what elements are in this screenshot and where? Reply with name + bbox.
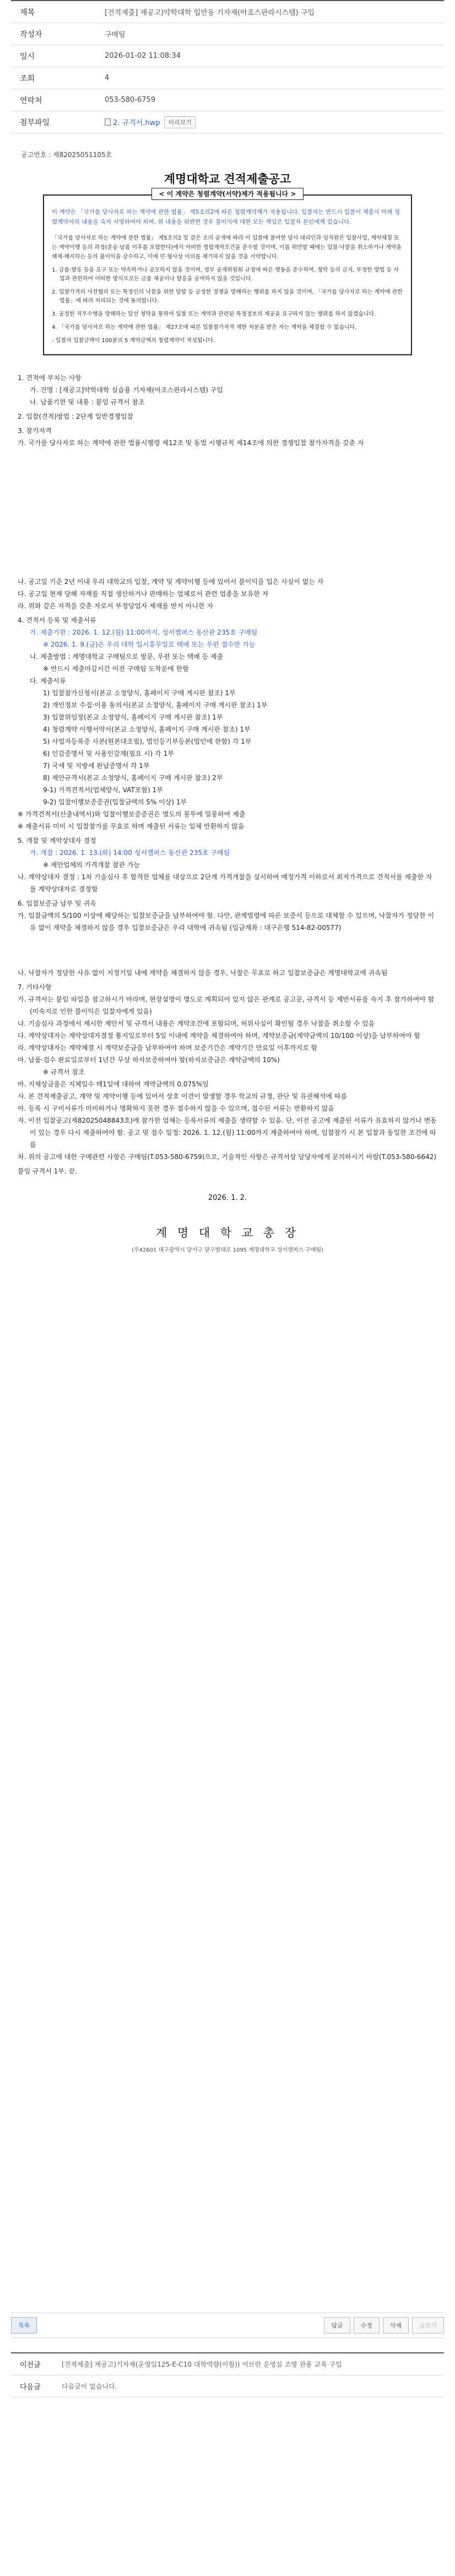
notice-line: 1) 입찰참가신청서(본교 소정양식, 홈페이지 구매 게시판 참조) 1부 xyxy=(43,689,236,697)
integrity-note: - 입찰자 입찰금액이 100분의 5 계약금액의 청렴계약이 작성됩니다. xyxy=(52,338,215,344)
notice-line: 사. 본 견적제출공고, 계약 및 계약이행 등에 있어서 상호 이견이 발생할 경우 학교의 규정, 판단 및 유권해석에 따름 xyxy=(18,1092,347,1100)
notice-signer: 계 명 대 학 교 총 장 xyxy=(155,1226,300,1240)
meta-row-views xyxy=(11,67,444,89)
notice-line: 4) 청렴계약 이행서약서(본교 소정양식, 홈페이지 구매 게시판 참조) 1부 xyxy=(43,726,251,733)
notice-line: 1. 견적에 부치는 사항 xyxy=(18,374,82,382)
notice-line: ※ 반드시 제출마감시간 이전 구매팀 도착분에 한함 xyxy=(43,665,189,673)
preview-button[interactable]: 미리보기 xyxy=(164,116,196,128)
notice-line: 9-2) 입찰이행보증증권(입찰금액의 5% 이상) 1부 xyxy=(43,798,187,806)
notice-line: 가. 개찰 : 2026. 1. 13.(화) 14:00 성서캠퍼스 동산관 235호 구매팀 xyxy=(30,849,230,857)
prev-post-title[interactable]: [견적제출] 재공고)기자재(운영일125-E-C10 대학역량(이월)) 이브란 운영실 조명 관용 교육 구입 xyxy=(62,2361,342,2368)
notice-line: 붙임 규격서 1부. 끝. xyxy=(18,1167,77,1175)
notice-line: 6. 입찰보증금 납부 및 귀속 xyxy=(18,900,96,907)
notice-document xyxy=(18,170,437,1253)
notice-line: 가. 국가를 당사자로 하는 계약에 관한 법률시행령 제12조 및 동법 시행규칙 제14조에 의한 경쟁입찰 참가자격을 갖춘 자 xyxy=(18,439,364,447)
meta-row-file xyxy=(11,111,444,133)
views-label: 조회 xyxy=(20,74,35,83)
spacer xyxy=(18,934,437,967)
integrity-item-list xyxy=(52,266,403,332)
action-buttons xyxy=(324,2317,444,2334)
edit-button[interactable]: 수정 xyxy=(354,2317,380,2334)
notice-line: 나. 계약상대자 결정 : 1차 기술심사 후 합격한 업체를 대상으로 2단계 가격개찰을 실시하여 예정가격 이하로서 최저가격으로 견적서를 제출한 자를 계약상대자로 결정함 xyxy=(18,873,432,893)
integrity-item: 1. 금품·향응 등을 요구 또는 약속하거나 공모하지 않을 것이며, 정부 공개위원회 규정에 따른 행동을 준수하며, 청탁 등의 금지, 부정한 방법 등 사업과 관련하여 어떠한 방식으로든 금품 제공이나 향응을 공여하지 않을 것입니다. xyxy=(52,267,399,282)
notice-body xyxy=(18,372,437,1177)
notice-line: ※ 규격서 참조 xyxy=(43,1068,85,1076)
notice-address: (우42601 대구광역시 달서구 달구벌대로 1095 계명대학교 성서캠퍼스 구매팀) xyxy=(131,1247,324,1253)
notice-line: ※ 제출서류 미비 시 입찰참가를 무효로 하며 제출된 서류는 일체 반환하지 않음 xyxy=(18,822,245,830)
notice-line: 2. 입찰(견적)방법 : 2단계 일반경쟁입찰 xyxy=(18,413,134,420)
notice-line: 5. 개찰 및 계약상대자 결정 xyxy=(18,837,96,845)
notice-line: 다. 공고일 현재 당해 자재를 직접 생산하거나 판매하는 업체로서 관련 업종을 보유한 자 xyxy=(18,590,269,598)
date-label: 일시 xyxy=(20,52,35,61)
notice-line: 바. 지체상금율은 지체일수 매1일에 대하여 계약금액의 0.075%임 xyxy=(18,1080,209,1088)
contact-value: 053-580-6759 xyxy=(105,96,156,104)
file-value xyxy=(94,116,444,128)
notice-line: 가. 규격서는 붙임 파일을 참고하시기 바라며, 현장설명이 별도로 계획되어 있지 않은 관계로 공고문, 규격서 등 제반서류를 숙지 후 참가하여야 함(미숙지로 인한 불이익은 입찰자에게 있음) xyxy=(18,995,435,1015)
post-navigation xyxy=(11,2352,444,2398)
notice-line: 차. 위의 공고에 대한 구매관련 사항은 구매팀(T.053-580-6759)으로, 기술적인 사항은 규격서상 담당자에게 문의하시기 바람(T.053-580-6642) xyxy=(18,1153,437,1161)
delete-button[interactable]: 삭제 xyxy=(383,2317,409,2334)
notice-line: 다. 계약상대자는 계약상대자결정 통지일로부터 5일 이내에 계약을 체결하여야 하며, 계약보증금(계약금액의 10/100 이상)을 납부하여야 함 xyxy=(18,1032,420,1040)
date-value: 2026-01-02 11:08:34 xyxy=(105,52,181,60)
meta-row-subject xyxy=(11,1,444,23)
reply-button[interactable]: 답글 xyxy=(324,2317,350,2334)
notice-line: 4. 견적서 등록 및 제출서류 xyxy=(18,616,96,624)
integrity-lead-text: 이 계약은 「국가를 당사자로 하는 계약에 관한 법률」 제5조의2에 따른 청렴계약제가 적용됩니다. 입찰자는 반드시 입찰서 제출시 아래 청렴계약서의 내용을 숙지 서명하여야 하며, 위 내용을 위반한 경우 불이익에 대한 모든 책임은 입찰자 본인에게 있습니다. xyxy=(52,209,400,225)
notice-line: 나. 기술심사 과정에서 제시한 제안서 및 규격서 내용은 계약조건에 포함되며, 허위사실이 확인될 경우 낙찰을 취소할 수 있음 xyxy=(18,1020,375,1027)
notice-line: 가. 건명 : [재공고]약학대학 실습용 기자재(아조스판라시스템) 구입 xyxy=(30,386,223,394)
notice-line: 나. 낙찰자가 정당한 사유 없이 지정기일 내에 계약을 체결하지 않을 경우, 낙찰은 무효로 하고 입찰보증금은 계명대학교에 귀속됨 xyxy=(18,969,388,977)
attachment-name: 2. 규격서.hwp xyxy=(113,119,160,127)
notice-line: 가. 제출기한 : 2026. 1. 12.(월) 11:00까지, 성서캠퍼스 동산관 235호 구매팀 xyxy=(30,629,258,636)
integrity-item: 3. 공정한 직무수행을 방해하는 알선 청탁을 통하여 입찰 또는 계약과 관련된 특정정보의 제공을 요구하지 않는 행위를 하지 않겠습니다. xyxy=(52,311,376,317)
notice-line: 7) 국세 및 지방세 완납증명서 각 1부 xyxy=(43,762,150,770)
integrity-contract-box xyxy=(43,190,412,355)
file-label: 첨부파일 xyxy=(20,118,50,127)
meta-row-contact xyxy=(11,89,444,111)
author-value: 구매팀 xyxy=(105,31,126,39)
integrity-item: 4. 「국가를 당사자로 하는 계약에 관한 법률」 제27조에 따른 입찰참가자격 제한 처분을 받은 자는 계약을 체결할 수 없습니다. xyxy=(52,324,357,331)
notice-line: 나. 공고일 기준 2년 이내 우리 대학교의 입찰, 계약 및 계약이행 등에 있어서 불이익을 입은 사실이 없는 자 xyxy=(18,578,324,586)
notice-line: 9-1) 가격견적서(업체양식, VAT포함) 1부 xyxy=(43,786,163,794)
notice-line: 라. 위와 같은 자격을 갖춘 자로서 부정당업자 제재를 받지 아니한 자 xyxy=(18,602,213,610)
notice-line: 라. 계약상대자는 계약체결 시 계약보증금을 납부하여야 하며 보증기간은 계약기간 만료일 이후까지로 함 xyxy=(18,1044,318,1052)
file-icon xyxy=(105,118,111,126)
notice-line: 나. 제출방법 : 계명대학교 구매팀으로 방문, 우편 또는 택배 등 제출 xyxy=(30,653,224,661)
document-title: 계명대학교 견적제출공고 xyxy=(164,172,291,186)
notice-line: 3) 입찰위임장(본교 소정양식, 홈페이지 구매 게시판 참조) 1부 xyxy=(43,713,223,721)
integrity-item: 2. 입찰가격의 사전협의 또는 특정인의 낙찰을 위한 담합 등 공정한 경쟁을 방해하는 행위를 하지 않을 것이며, 「국가를 당사자로 하는 계약에 관한 법률」에 따라 처리되는 것에 동의합니다. xyxy=(52,289,403,304)
meta-row-author xyxy=(11,23,444,45)
next-post-title: 다음글이 없습니다. xyxy=(62,2383,117,2390)
notice-line: ※ 2026. 1. 9.(금)은 우리 대학 입시휴무일로 택배 또는 우편 접수만 가능 xyxy=(43,641,256,648)
contact-label: 연락처 xyxy=(20,96,42,105)
write-button[interactable]: 글쓰기 xyxy=(412,2317,444,2334)
author-label: 작성자 xyxy=(20,30,42,39)
notice-line: 나. 납품기한 및 내용 : 붙임 규격서 참조 xyxy=(30,398,145,406)
next-post-row xyxy=(11,2375,444,2398)
notice-line: ※ 가격견적서(산출내역서)와 입찰이행보증증권은 별도의 봉투에 밀봉하여 제출 xyxy=(18,810,246,818)
prev-post-row[interactable] xyxy=(11,2353,444,2375)
notice-line: 6) 인감증명서 및 사용인감계(필요 시) 각 1부 xyxy=(43,750,174,757)
notice-line: 자. 이전 입찰공고(제82025048843호)에 참가한 업체는 등록서류의 제출을 생략할 수 있음. 단, 이전 공고에 제출된 서류가 유효하지 않거나 변동이 있는 경우 다시 제출하여야 함. 공고 및 접수 일정: 2026. 1. 12.(월) 11:00까지 제출하여야 하며, 입찰참가 시 본 입찰과 동일한 조건에 따름 xyxy=(18,1117,437,1149)
notice-line: 다. 제출서류 xyxy=(30,677,66,685)
notice-date: 2026. 1. 2. xyxy=(208,1194,247,1202)
spacer xyxy=(18,449,437,576)
attachment-link[interactable] xyxy=(105,117,160,127)
notice-number: 공고번호 : 제82025051105호 xyxy=(21,151,112,159)
views-value: 4 xyxy=(105,74,110,82)
integrity-box-heading: < 이 계약은 청렴계약(서약)제가 적용됩니다 > xyxy=(151,188,303,200)
board-button-bar xyxy=(11,2313,444,2338)
notice-line: 아. 등록 시 구비서류가 미비하거나 명확하지 못한 경우 접수하지 않을 수 있으며, 접수된 서류는 반환하지 않음 xyxy=(18,1105,334,1112)
subject-value: [건적제출] 재공고)약학대학 입반동 기자재(아조스판라시스템) 구입 xyxy=(105,9,315,17)
notice-line: 마. 납품·검수 완료일로부터 1년간 무상 하자보증하여야 함(하자보증금은 계약금액의 10%) xyxy=(18,1056,280,1064)
notice-line: ※ 제안업체의 가격개찰 참관 가능 xyxy=(43,861,140,869)
notice-line: 5) 사업자등록증 사본(원본대조필), 법인등기부등본(법인에 한함) 각 1부 xyxy=(43,738,252,745)
notice-line: 8) 제안규격서(본교 소정양식, 홈페이지 구매 게시판 참조) 2부 xyxy=(43,774,223,782)
post-meta-table xyxy=(11,0,444,133)
notice-line: 7. 기타사항 xyxy=(18,983,52,991)
notice-line: 가. 입찰금액의 5/100 이상에 해당하는 입찰보증금을 납부하여야 함. 다만, 관계법령에 따른 보증서 등으로 대체할 수 있으며, 낙찰자가 정당한 이유 없이 계약을 체결하지 않을 경우 입찰보증금은 우리 대학에 귀속됨 (입금계좌 : 대구은행 514-82-00577) xyxy=(18,912,435,932)
subject-label: 제목 xyxy=(20,8,35,17)
notice-line: 2) 개인정보 수집·이용 동의서(본교 소정양식, 홈페이지 구매 게시판 참조) 1부 xyxy=(43,701,268,709)
integrity-paragraph: 「국가를 당사자로 하는 계약에 관한 법률」 제5조의2 및 같은 조의 공개에 따라 이 입찰에 참여한 당사 대리인과 임직원은 입찰사업, 계약체결 또는 계약이행 등의 과정(준공·납품 이후를 포함한다)에서 어떠한 청렴계약조건을 준수할 것이며, 이를 위반할 때에는 입찰·낙찰을 취소하거나 계약을 해제·해지하는 등의 불이익을 감수하고, 이에 민·형사상 이의를 제기하지 않을 것을 서약합니다. xyxy=(52,235,402,260)
next-post-label: 다음글 xyxy=(20,2383,41,2391)
notice-line: 3. 참가자격 xyxy=(18,427,52,435)
prev-post-label: 이전글 xyxy=(20,2361,41,2369)
list-button[interactable]: 목록 xyxy=(11,2317,37,2334)
meta-row-date xyxy=(11,45,444,67)
